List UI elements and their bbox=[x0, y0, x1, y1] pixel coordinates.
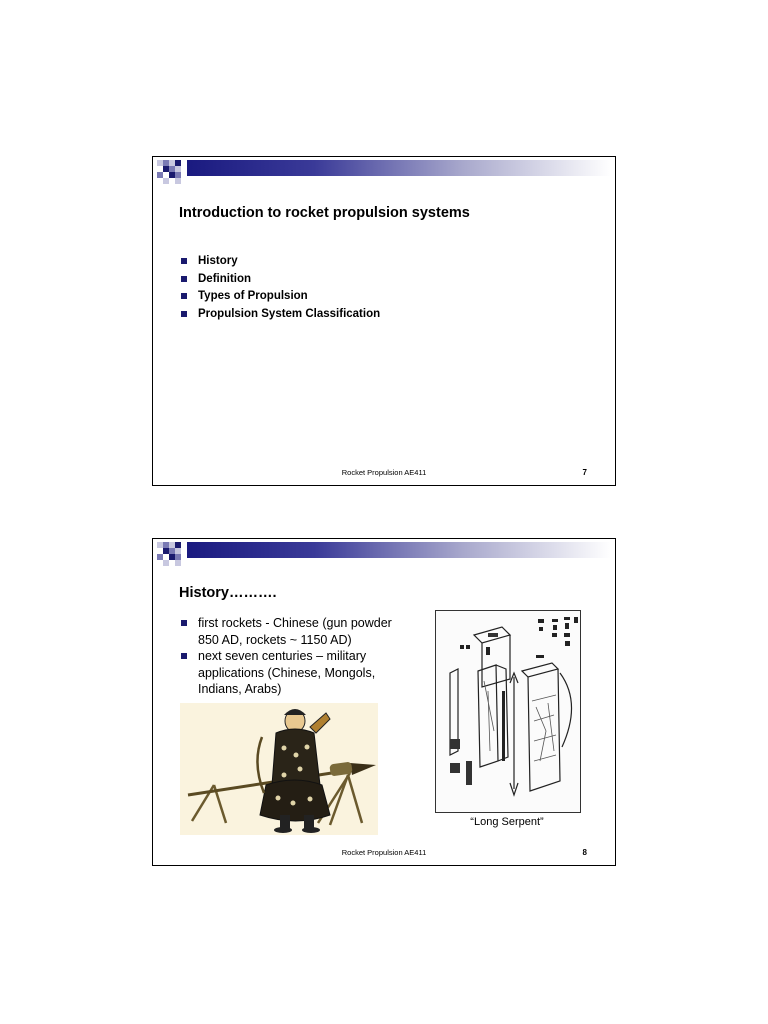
checker-logo-icon bbox=[155, 158, 189, 186]
list-item-text: Types of Propulsion bbox=[198, 290, 308, 302]
list-item-text: History bbox=[198, 255, 238, 267]
page-number: 8 bbox=[582, 848, 587, 857]
bullet-list bbox=[180, 615, 410, 698]
list-item bbox=[180, 254, 380, 272]
list-item-text: Propulsion System Classification bbox=[198, 307, 381, 320]
square-bullet-icon bbox=[181, 293, 187, 299]
slide-title: History………. bbox=[179, 585, 277, 601]
checker-logo-icon bbox=[155, 540, 189, 568]
list-item-text: next seven centuries – military applications (Chinese, Mongols, Indians, Arabs) bbox=[198, 649, 376, 696]
list-item bbox=[180, 307, 380, 325]
slide-8 bbox=[152, 538, 616, 866]
slide-banner bbox=[153, 157, 615, 187]
list-item bbox=[180, 272, 380, 290]
list-item bbox=[180, 289, 380, 307]
page-number: 7 bbox=[582, 468, 587, 477]
slide-7 bbox=[152, 156, 616, 486]
square-bullet-icon bbox=[181, 311, 187, 317]
slide-title: Introduction to rocket propulsion systems bbox=[179, 205, 470, 221]
warrior-rocket-illustration bbox=[180, 703, 378, 835]
gradient-band bbox=[187, 160, 611, 176]
list-item bbox=[180, 615, 410, 648]
square-bullet-icon bbox=[181, 276, 187, 282]
long-serpent-illustration bbox=[435, 610, 581, 813]
square-bullet-icon bbox=[181, 620, 187, 626]
slide-banner bbox=[153, 539, 615, 569]
list-item-text: Definition bbox=[198, 272, 252, 285]
square-bullet-icon bbox=[181, 258, 187, 264]
list-item-text: first rockets - Chinese (gun powder 850 AD, rockets ~ 1150 AD) bbox=[198, 616, 392, 647]
slide-footer: Rocket Propulsion AE411 bbox=[341, 848, 427, 857]
list-item bbox=[180, 648, 410, 698]
bullet-list bbox=[180, 254, 380, 324]
square-bullet-icon bbox=[181, 653, 187, 659]
image-caption: “Long Serpent” bbox=[470, 816, 544, 828]
slide-footer: Rocket Propulsion AE411 bbox=[341, 468, 427, 477]
gradient-band bbox=[187, 542, 611, 558]
